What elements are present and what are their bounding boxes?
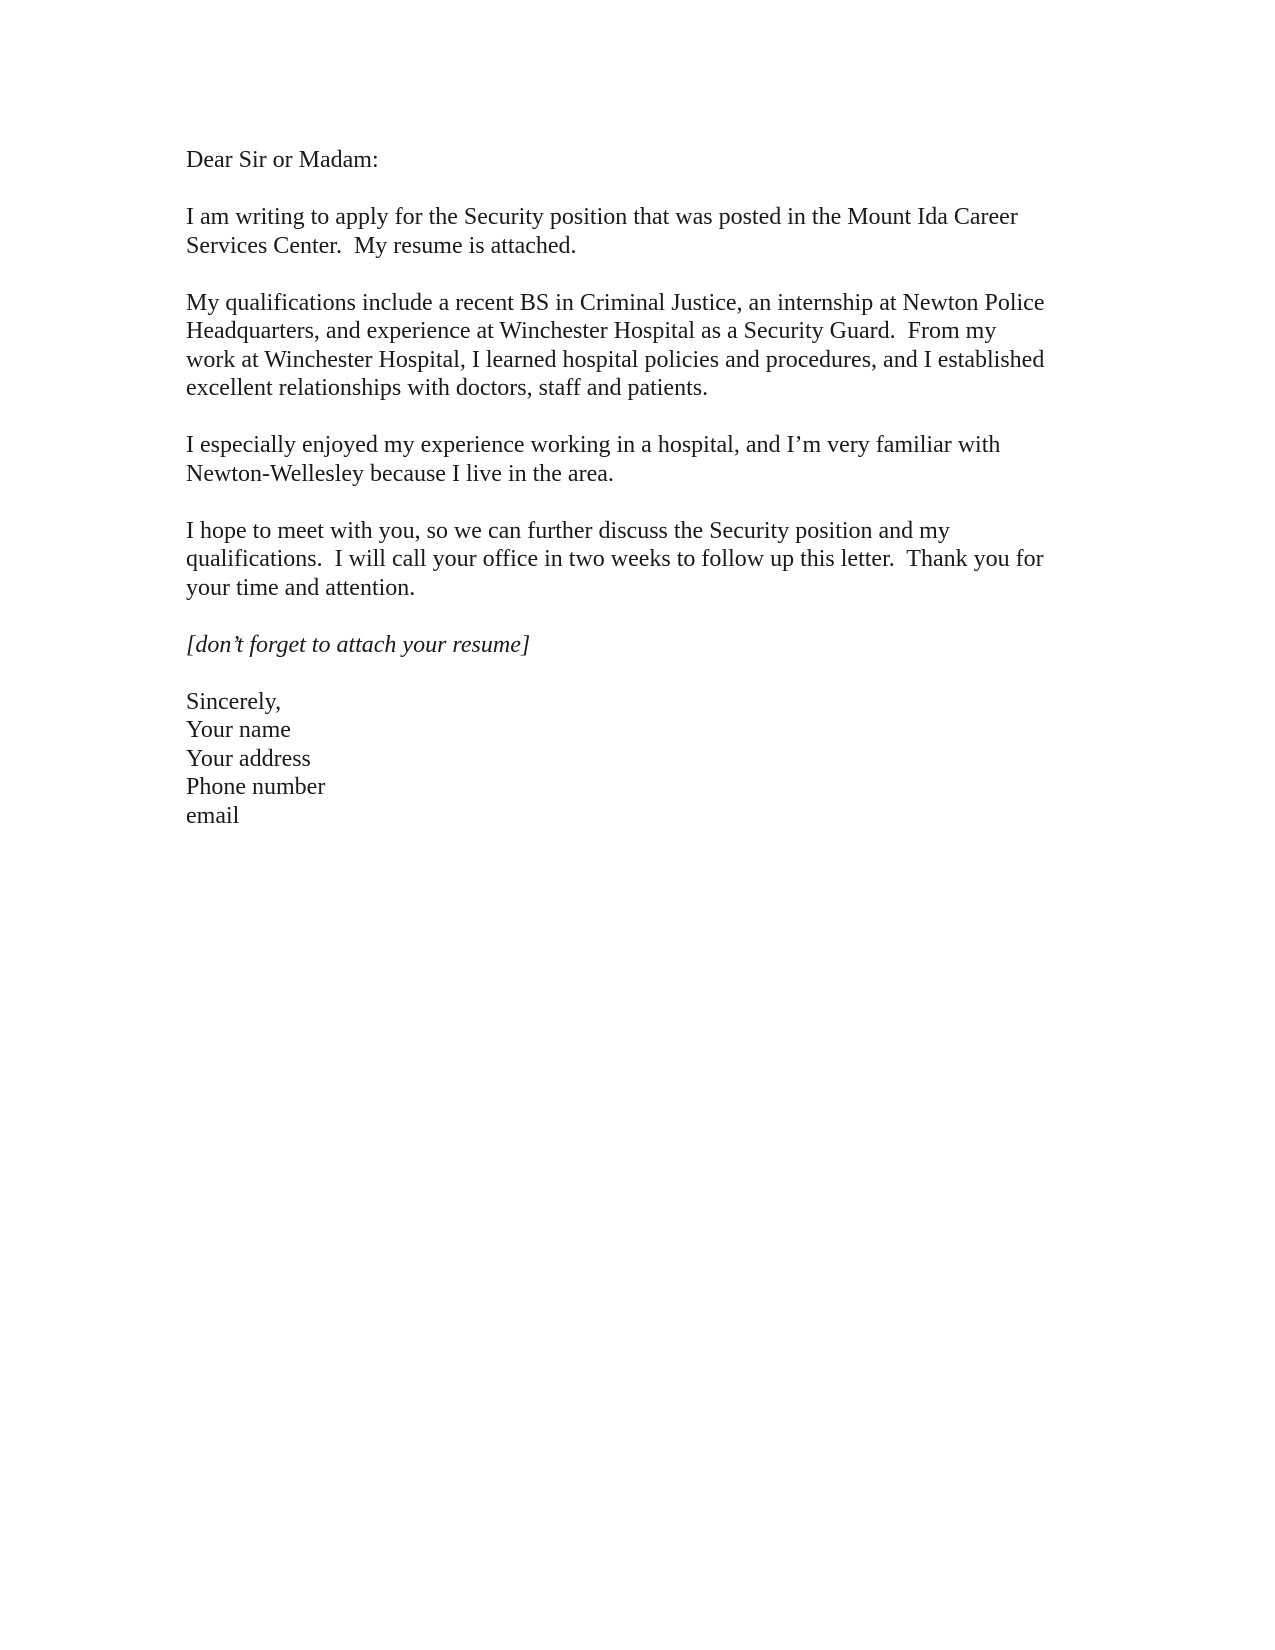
- paragraph-gap: [186, 488, 1106, 517]
- paragraph-line: qualifications. I will call your office in two weeks to follow up this letter. Thank you for: [186, 546, 1044, 572]
- paragraph-line: I hope to meet with you, so we can further discuss the Security position and my: [186, 517, 950, 544]
- paragraph-gap: [186, 403, 1106, 432]
- paragraph-line: work at Winchester Hospital, I learned hospital policies and procedures, and I established: [186, 346, 1045, 373]
- signature-address: Your address: [186, 745, 311, 772]
- attachment-note: [don’t forget to attach your resume]: [186, 631, 531, 658]
- paragraph-gap: [186, 260, 1106, 289]
- signature-block: [186, 688, 1106, 831]
- paragraph-gap: [186, 175, 1106, 204]
- closing: Sincerely,: [186, 688, 282, 715]
- salutation: Dear Sir or Madam:: [186, 147, 379, 173]
- paragraph-line: excellent relationships with doctors, staff and patients.: [186, 375, 709, 401]
- paragraph-line: My qualifications include a recent BS in Criminal Justice, an internship at Newton Police: [186, 289, 1045, 316]
- paragraph-line: your time and attention.: [186, 574, 416, 601]
- paragraph-line: Services Center. My resume is attached.: [186, 232, 577, 259]
- paragraph-qualifications: [186, 289, 1106, 403]
- paragraph-experience: [186, 431, 1106, 488]
- paragraph-line: Newton-Wellesley because I live in the area.: [186, 460, 614, 487]
- paragraph-line: Headquarters, and experience at Winchester Hospital as a Security Guard. From my: [186, 318, 997, 344]
- paragraph-gap: [186, 659, 1106, 688]
- paragraph-application: [186, 203, 1106, 260]
- paragraph-gap: [186, 602, 1106, 631]
- paragraph-follow-up: [186, 517, 1106, 603]
- paragraph-line: I especially enjoyed my experience working in a hospital, and I’m very familiar with: [186, 432, 1001, 458]
- paragraph-line: I am writing to apply for the Security position that was posted in the Mount Ida Career: [186, 204, 1018, 230]
- signature-phone: Phone number: [186, 774, 326, 800]
- signature-email: email: [186, 802, 240, 829]
- signature-name: Your name: [186, 717, 291, 743]
- cover-letter: [186, 146, 1106, 830]
